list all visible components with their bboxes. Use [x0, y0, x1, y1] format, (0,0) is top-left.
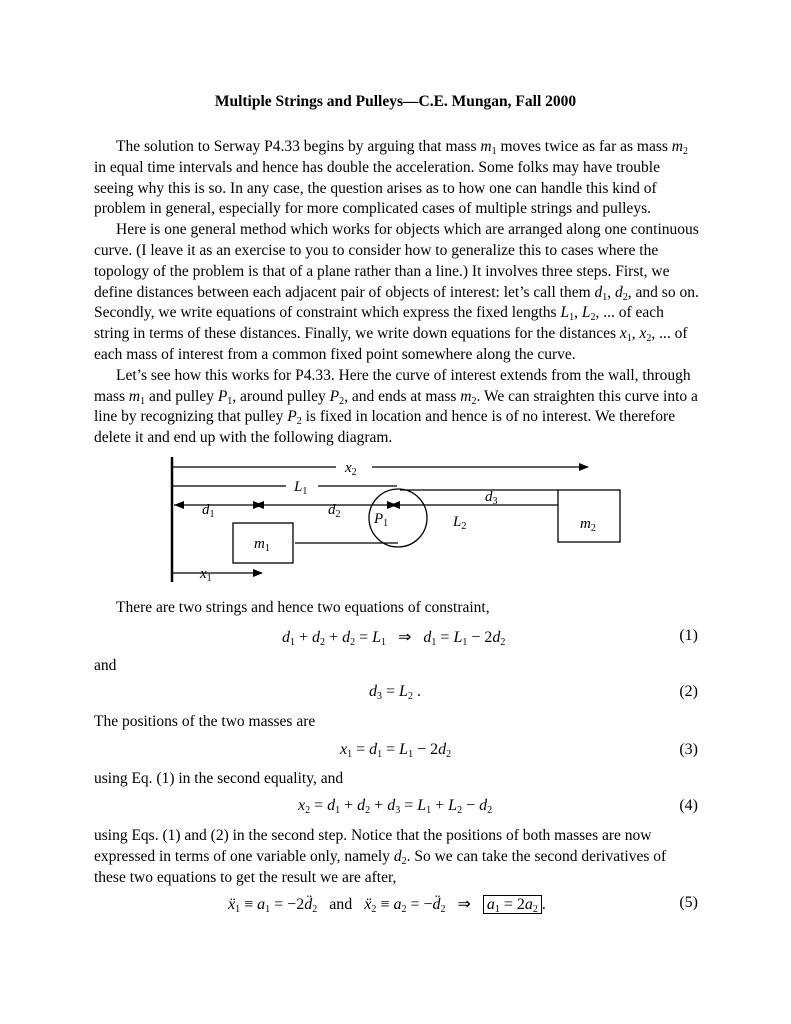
label-x2: $x_2$ [345, 460, 357, 478]
label-L1: $L_1$ [294, 479, 308, 497]
label-P1: $P_1$ [374, 511, 389, 529]
label-d3: $d_3$ [485, 489, 498, 507]
positions-intro: The positions of the two masses are [94, 713, 316, 730]
label-d1: $d_1$ [202, 502, 215, 520]
eq-number-2: (2) [679, 683, 698, 700]
constraint-intro: There are two strings and hence two equations of constraint, [116, 599, 490, 616]
paragraph-1: The solution to Serway P4.33 begins by arguing that mass $m_1$ moves twice as far as mass $m_2$ in equal time intervals and hence has double the acceleration. Some folks may have trouble seeing why this is so. In any case, the question arises as to how one can handle this kind of problem in general, especially for more complicated cases of multiple strings and pulleys. [94, 138, 688, 218]
paragraph-4: using Eqs. (1) and (2) in the second step. Notice that the positions of both masses are now expressed in terms of one variable only, namely $d_2$. So we can take the second derivatives of these two equations to get the result we are after, [94, 827, 667, 886]
and-text: and [94, 657, 117, 674]
eq-number-5: (5) [679, 894, 698, 911]
paragraph-3: Let’s see how this works for P4.33. Here the curve of interest extends from the wall, through mass $m_1$ and pulley $P_1$, around pulley $P_2$, and ends at mass $m_2$. We can straighten this curve into a line by recognizing that pulley $P_2$ is fixed in location and hence is of no interest. We therefore delete it and end up with the following diagram. [94, 366, 698, 447]
using-eq1-text: using Eq. (1) in the second equality, and [94, 770, 344, 787]
eq-number-3: (3) [679, 741, 698, 758]
label-m2: $m_2$ [580, 516, 596, 534]
d2-arrowhead-left [254, 501, 264, 509]
eq-number-1: (1) [679, 627, 698, 644]
document-title: Multiple Strings and Pulleys—C.E. Mungan, Fall 2000 [214, 93, 577, 110]
d3-arrowhead-left [390, 501, 400, 509]
paragraph-2: Here is one general method which works for objects which are arranged along one continuous curve. (I leave it as an exercise to you to consider how to generalize this to cases where the topology of the problem is that of a plane rather than a line.) It involves three steps. First, we define distances between each adjacent pair of objects of interest: let’s call them $d_1$, $d_2$, and so on. Secondly, we write equations of constraint which express the fixed lengths $L_1$, $L_2$, ... of each string in terms of these distances. Finally, we write down equations for the distances $x_1$, $x_2$, ... of each mass of interest from a common fixed point somewhere along the curve. [94, 221, 699, 363]
label-L2: $L_2$ [453, 514, 467, 532]
result-box: $a_1 = 2a_2$ [483, 895, 542, 914]
page: Multiple Strings and Pulleys—C.E. Mungan, Fall 2000 The solution to Serway P4.33 begins by arguing that mass $m_1$ moves twice as far as mass $m_2$ in equal time intervals and hence has double the acceleration. Some folks may have trouble seeing why this is so. In any case, the question arises as to how one can handle this kind of problem in general, especially for more complicated cases of multiple strings and pulleys. Here is one general method which works for objects which are arranged along one continuous curve. (I leave it as an exercise to you to consider how to generalize this to cases where the topology of the problem is that of a plane rather than a line.) It involves three steps. First, we define distances between each adjacent pair of objects of interest: let’s call them $d_1$, $d_2$, and so on. Secondly, we write equations of constraint which express the fixed lengths $L_1$, $L_2$, ... of each string in terms of these distances. Finally, we write down equations for the distances $x_1$, $x_2$, ... of each mass of interest from a common fixed point somewhere along the curve. Let’s see how this works for P4.33. Here the curve of interest extends from the wall, through mass $m_1$ and pulley $P_1$, around pulley $P_2$, and ends at mass $m_2$. We can straighten this curve into a line by recognizing that pulley $P_2$ is fixed in location and hence is of no interest. We therefore delete it and end up with the following diagram. $x_2$ $L_1$ $d_1$ $d_2$ $d_3$ $P_1$ $L_2$ $m_1$ $m_2$ $x_1$ There are two strings and hence two equations of constraint, $d_1 + d_2 + d_2 = L_1$ ⇒ $d_1 = L_1 - 2d_2$ (1) and $d_3 = L_2$ . (2) The positions of the two masses are $x_1 = d_1 = L_1 - 2d_2$ (3) using Eq. (1) in the second equality, and $x_2 = d_1 + d_2 + d_3 = L_1 + L_2 - d_2$ (4) using Eqs. (1) and (2) in the second step. Notice that the positions of both masses are now expressed in terms of one variable only, namely $d_2$. So we can take the second derivatives of these two equations to get the result we are after, $ẍ_1 \equiv a_1$ = $-2d̈_2$ and $ẍ_2 \equiv a_2$ = $-d̈_2$ ⇒ $a_1 = 2a_2$ . (5) [0, 0, 791, 1024]
label-x1: $x_1$ [200, 566, 212, 584]
d1-arrowhead-left [174, 501, 184, 509]
label-d2: $d_2$ [328, 502, 341, 520]
eq-number-4: (4) [679, 797, 698, 814]
label-m1: $m_1$ [254, 536, 270, 554]
